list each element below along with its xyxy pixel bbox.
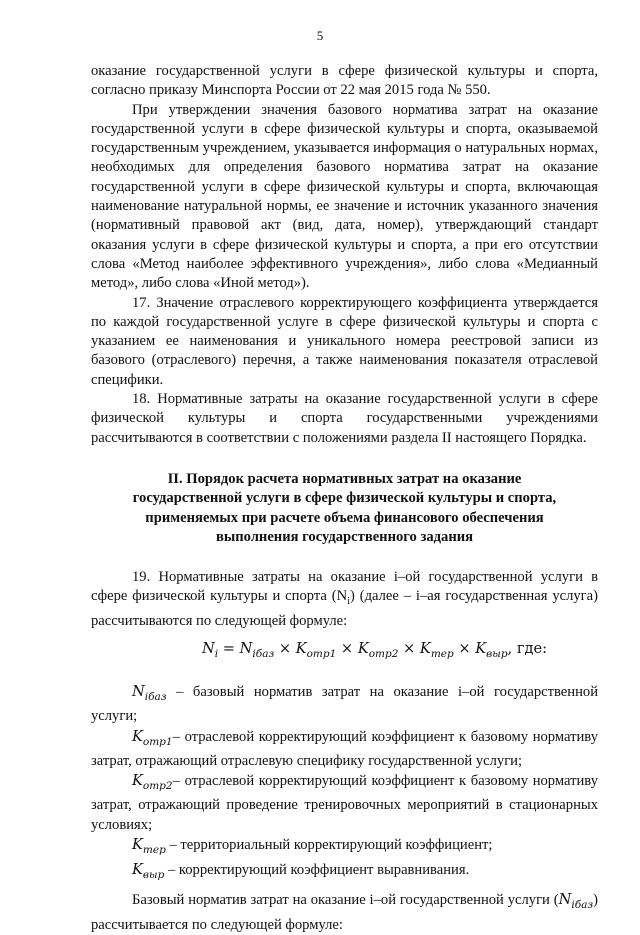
paragraph-intro: оказание государственной услуги в сфере физической культуры и спорта, согласно приказу Минспорта России от 22 мая 2015 года № 550. — [91, 63, 598, 99]
definition-subscript: отр1 — [142, 735, 173, 748]
formula-symbol: K — [295, 639, 307, 657]
formula-symbol: N — [239, 639, 253, 657]
formula-subscript: iбаз — [252, 647, 275, 660]
definition-symbol: K — [132, 835, 143, 853]
paragraph-base-formula — [91, 890, 598, 935]
paragraph-17: 17. Значение отраслевого корректирующего коэффициента утверждается по каждой государственной услуге в сфере физической культуры и спорта с указанием ее наименования и уникального номера реестровой записи из базового (отраслевого) перечня, а также наименования показателя отраслевой специфики. — [91, 294, 598, 388]
page-content — [91, 62, 598, 935]
subscript: i — [347, 596, 350, 608]
formula-subscript: тер — [430, 647, 454, 660]
definition-subscript: отр2 — [142, 780, 173, 793]
definition-text: – территориальный корректирующий коэффициент; — [165, 836, 493, 853]
formula-operator: × — [274, 639, 296, 657]
formula-tail: , где: — [507, 639, 548, 657]
formula-subscript: iбаз — [571, 899, 594, 912]
definitions-list — [91, 682, 598, 885]
paragraph-19-text: 19. Нормативные затраты на оказание i–ой государственной услуги в сфере физической культуры и спорта (N — [91, 569, 598, 605]
formula-subscript: i — [214, 647, 219, 660]
section-heading — [91, 470, 598, 547]
definition-item — [91, 682, 598, 727]
definition-subscript: выр — [142, 869, 165, 882]
definition-item — [91, 727, 598, 772]
paragraph-19-text: ) (далее – i–ая государственная услуга) рассчитываются по следующей формуле: — [91, 588, 598, 629]
paragraph-text: Базовый норматив затрат на оказание i–ой государственной услуги ( — [132, 892, 559, 909]
paragraph-18: 18. Нормативные затраты на оказание государственной услуги в сфере физической культуры и спорта государственными учреждениями рассчитываются в соответствии с положениями раздела II настоящего Порядка. — [91, 391, 598, 446]
definition-symbol: K — [132, 772, 143, 790]
page-number: 5 — [316, 28, 324, 43]
formula-operator: × — [398, 639, 420, 657]
paragraph-19 — [91, 568, 598, 631]
section-heading-line: выполнения государственного задания — [215, 528, 474, 545]
definition-subscript: iбаз — [144, 691, 167, 704]
definition-symbol: K — [132, 861, 143, 879]
definition-text: – корректирующий коэффициент выравнивания. — [164, 862, 470, 879]
paragraph-text: ) рассчитывается по следующей формуле: — [91, 892, 598, 933]
formula-symbol: N — [201, 639, 215, 657]
paragraph-base-norm: При утверждении значения базового норматива затрат на оказание государственной услуги в сфере физической культуры и спорта, оказываемой государственным учреждением, указывается информация о натуральных нормах, необходимых для определения базового норматива затрат на оказание государственной услуги в сфере физической культуры и спорта, включающая наименование натуральной нормы, ее значение и источник указанного значения (нормативный правовой акт (вид, дата, номер), утверждающий стандарт оказания услуги в сфере физической культуры и спорта, а при его отсутствии слова «Метод наиболее эффективного учреждения», либо слова «Медианный метод», либо слова «Иной метод»). — [91, 101, 598, 292]
definition-text: – отраслевой корректирующий коэффициент к базовому нормативу затрат, отражающий отраслевую специфику государственной услуги; — [91, 728, 598, 769]
definition-symbol: N — [132, 683, 145, 701]
definition-text: – базовый норматив затрат на оказание i–ой государственной услуги; — [91, 684, 598, 725]
section-heading-line: II. Порядок расчета нормативных затрат на оказание — [167, 470, 522, 487]
definition-item — [91, 835, 598, 860]
formula-subscript: отр1 — [306, 647, 337, 660]
definition-subscript: тер — [142, 843, 166, 856]
definition-item — [91, 771, 598, 835]
definition-symbol: K — [132, 727, 143, 745]
formula-symbol: K — [419, 639, 431, 657]
formula-symbol: K — [357, 639, 369, 657]
definition-text: – отраслевой корректирующий коэффициент к базовому нормативу затрат, отражающий проведение тренировочных мероприятий в стационарных условиях; — [91, 773, 598, 833]
definition-item — [91, 860, 598, 885]
formula-operator: × — [336, 639, 358, 657]
formula-symbol: N — [558, 891, 572, 909]
section-heading-line: государственной услуги в сфере физической культуры и спорта, — [132, 490, 557, 507]
formula-subscript: отр2 — [368, 647, 399, 660]
formula-operator: × — [453, 639, 476, 657]
formula — [151, 639, 598, 664]
section-heading-line: применяемых при расчете объема финансового обеспечения — [145, 509, 544, 526]
formula-operator: = — [218, 639, 240, 657]
formula-subscript: выр — [486, 647, 508, 660]
formula-symbol: K — [475, 639, 487, 657]
